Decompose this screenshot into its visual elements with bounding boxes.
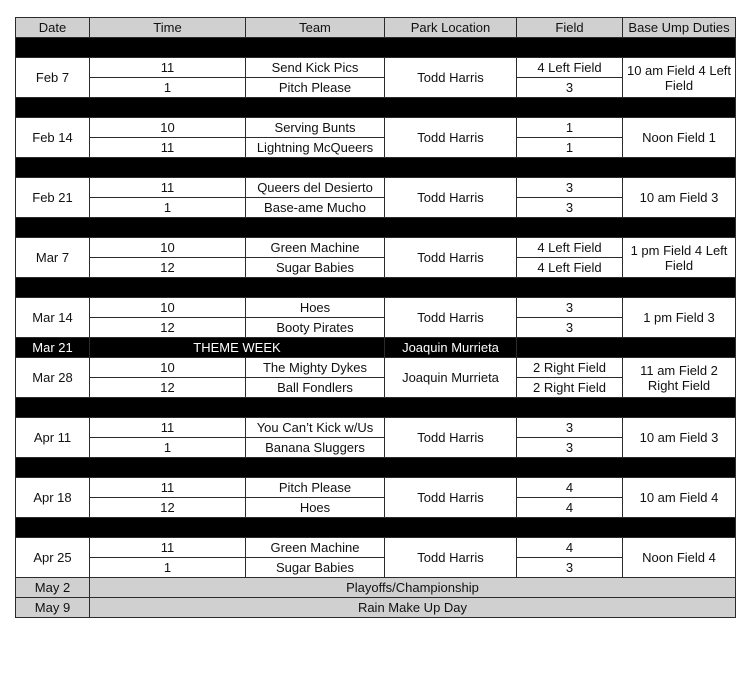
time-cell: 12	[90, 318, 246, 338]
field-cell: 4 Left Field	[517, 258, 623, 278]
spacer-row	[16, 38, 736, 58]
time-cell: 1	[90, 78, 246, 98]
team-cell: Pitch Please	[246, 478, 385, 498]
spacer-cell	[16, 518, 736, 538]
spacer-row	[16, 98, 736, 118]
date-cell: Feb 7	[16, 58, 90, 98]
team-cell: Lightning McQueers	[246, 138, 385, 158]
team-cell: Base-ame Mucho	[246, 198, 385, 218]
park-cell: Todd Harris	[385, 538, 517, 578]
schedule-body	[16, 38, 736, 618]
time-cell: 10	[90, 298, 246, 318]
field-cell: 2 Right Field	[517, 378, 623, 398]
theme-week-date: Mar 21	[16, 338, 90, 358]
spacer-cell	[16, 398, 736, 418]
spacer-cell	[16, 458, 736, 478]
header-date: Date	[16, 18, 90, 38]
team-cell: Ball Fondlers	[246, 378, 385, 398]
field-cell: 3	[517, 438, 623, 458]
ump-cell: 10 am Field 3	[623, 418, 736, 458]
date-cell: Apr 25	[16, 538, 90, 578]
time-cell: 12	[90, 498, 246, 518]
spacer-cell	[16, 158, 736, 178]
field-cell: 3	[517, 178, 623, 198]
time-cell: 11	[90, 478, 246, 498]
theme-week-empty	[517, 338, 736, 358]
special-date: May 2	[16, 578, 90, 598]
ump-cell: 10 am Field 4 Left Field	[623, 58, 736, 98]
schedule-table	[15, 17, 736, 618]
field-cell: 2 Right Field	[517, 358, 623, 378]
park-cell: Todd Harris	[385, 298, 517, 338]
park-cell: Todd Harris	[385, 58, 517, 98]
park-cell: Todd Harris	[385, 178, 517, 218]
time-cell: 12	[90, 258, 246, 278]
theme-week-label: THEME WEEK	[90, 338, 385, 358]
date-cell: Feb 21	[16, 178, 90, 218]
ump-cell: 11 am Field 2 Right Field	[623, 358, 736, 398]
header-row	[16, 18, 736, 38]
game-row	[16, 478, 736, 498]
field-cell: 4	[517, 498, 623, 518]
field-cell: 3	[517, 418, 623, 438]
team-cell: Serving Bunts	[246, 118, 385, 138]
date-cell: Apr 11	[16, 418, 90, 458]
special-row	[16, 578, 736, 598]
spacer-cell	[16, 38, 736, 58]
time-cell: 10	[90, 358, 246, 378]
field-cell: 3	[517, 558, 623, 578]
time-cell: 10	[90, 238, 246, 258]
time-cell: 10	[90, 118, 246, 138]
time-cell: 11	[90, 58, 246, 78]
team-cell: The Mighty Dykes	[246, 358, 385, 378]
time-cell: 11	[90, 178, 246, 198]
time-cell: 11	[90, 138, 246, 158]
date-cell: Apr 18	[16, 478, 90, 518]
ump-cell: Noon Field 4	[623, 538, 736, 578]
date-cell: Mar 14	[16, 298, 90, 338]
field-cell: 3	[517, 78, 623, 98]
park-cell: Todd Harris	[385, 238, 517, 278]
field-cell: 4	[517, 538, 623, 558]
field-cell: 4 Left Field	[517, 58, 623, 78]
spacer-cell	[16, 218, 736, 238]
team-cell: Send Kick Pics	[246, 58, 385, 78]
header-time: Time	[90, 18, 246, 38]
team-cell: Green Machine	[246, 238, 385, 258]
team-cell: Banana Sluggers	[246, 438, 385, 458]
date-cell: Feb 14	[16, 118, 90, 158]
header-field: Field	[517, 18, 623, 38]
field-cell: 4 Left Field	[517, 238, 623, 258]
spacer-row	[16, 518, 736, 538]
game-row	[16, 58, 736, 78]
game-row	[16, 298, 736, 318]
game-row	[16, 178, 736, 198]
park-cell: Joaquin Murrieta	[385, 358, 517, 398]
team-cell: Sugar Babies	[246, 258, 385, 278]
date-cell: Mar 28	[16, 358, 90, 398]
team-cell: Green Machine	[246, 538, 385, 558]
special-label: Rain Make Up Day	[90, 598, 736, 618]
spacer-row	[16, 458, 736, 478]
time-cell: 1	[90, 558, 246, 578]
date-cell: Mar 7	[16, 238, 90, 278]
ump-cell: Noon Field 1	[623, 118, 736, 158]
field-cell: 1	[517, 118, 623, 138]
park-cell: Todd Harris	[385, 478, 517, 518]
team-cell: Booty Pirates	[246, 318, 385, 338]
team-cell: Hoes	[246, 498, 385, 518]
time-cell: 1	[90, 438, 246, 458]
field-cell: 4	[517, 478, 623, 498]
team-cell: Hoes	[246, 298, 385, 318]
game-row	[16, 358, 736, 378]
spacer-cell	[16, 98, 736, 118]
spacer-row	[16, 158, 736, 178]
field-cell: 3	[517, 298, 623, 318]
special-date: May 9	[16, 598, 90, 618]
park-cell: Todd Harris	[385, 118, 517, 158]
spacer-row	[16, 398, 736, 418]
special-label: Playoffs/Championship	[90, 578, 736, 598]
game-row	[16, 418, 736, 438]
game-row	[16, 538, 736, 558]
spacer-row	[16, 278, 736, 298]
ump-cell: 1 pm Field 3	[623, 298, 736, 338]
time-cell: 11	[90, 538, 246, 558]
special-row	[16, 598, 736, 618]
team-cell: You Can’t Kick w/Us	[246, 418, 385, 438]
spacer-row	[16, 218, 736, 238]
game-row	[16, 118, 736, 138]
ump-cell: 1 pm Field 4 Left Field	[623, 238, 736, 278]
park-cell: Todd Harris	[385, 418, 517, 458]
field-cell: 3	[517, 318, 623, 338]
header-base-ump-duties: Base Ump Duties	[623, 18, 736, 38]
theme-week-row	[16, 338, 736, 358]
time-cell: 11	[90, 418, 246, 438]
team-cell: Queers del Desierto	[246, 178, 385, 198]
time-cell: 12	[90, 378, 246, 398]
field-cell: 3	[517, 198, 623, 218]
spacer-cell	[16, 278, 736, 298]
team-cell: Sugar Babies	[246, 558, 385, 578]
ump-cell: 10 am Field 4	[623, 478, 736, 518]
ump-cell: 10 am Field 3	[623, 178, 736, 218]
game-row	[16, 238, 736, 258]
header-team: Team	[246, 18, 385, 38]
team-cell: Pitch Please	[246, 78, 385, 98]
header-park-location: Park Location	[385, 18, 517, 38]
theme-week-park: Joaquin Murrieta	[385, 338, 517, 358]
field-cell: 1	[517, 138, 623, 158]
time-cell: 1	[90, 198, 246, 218]
